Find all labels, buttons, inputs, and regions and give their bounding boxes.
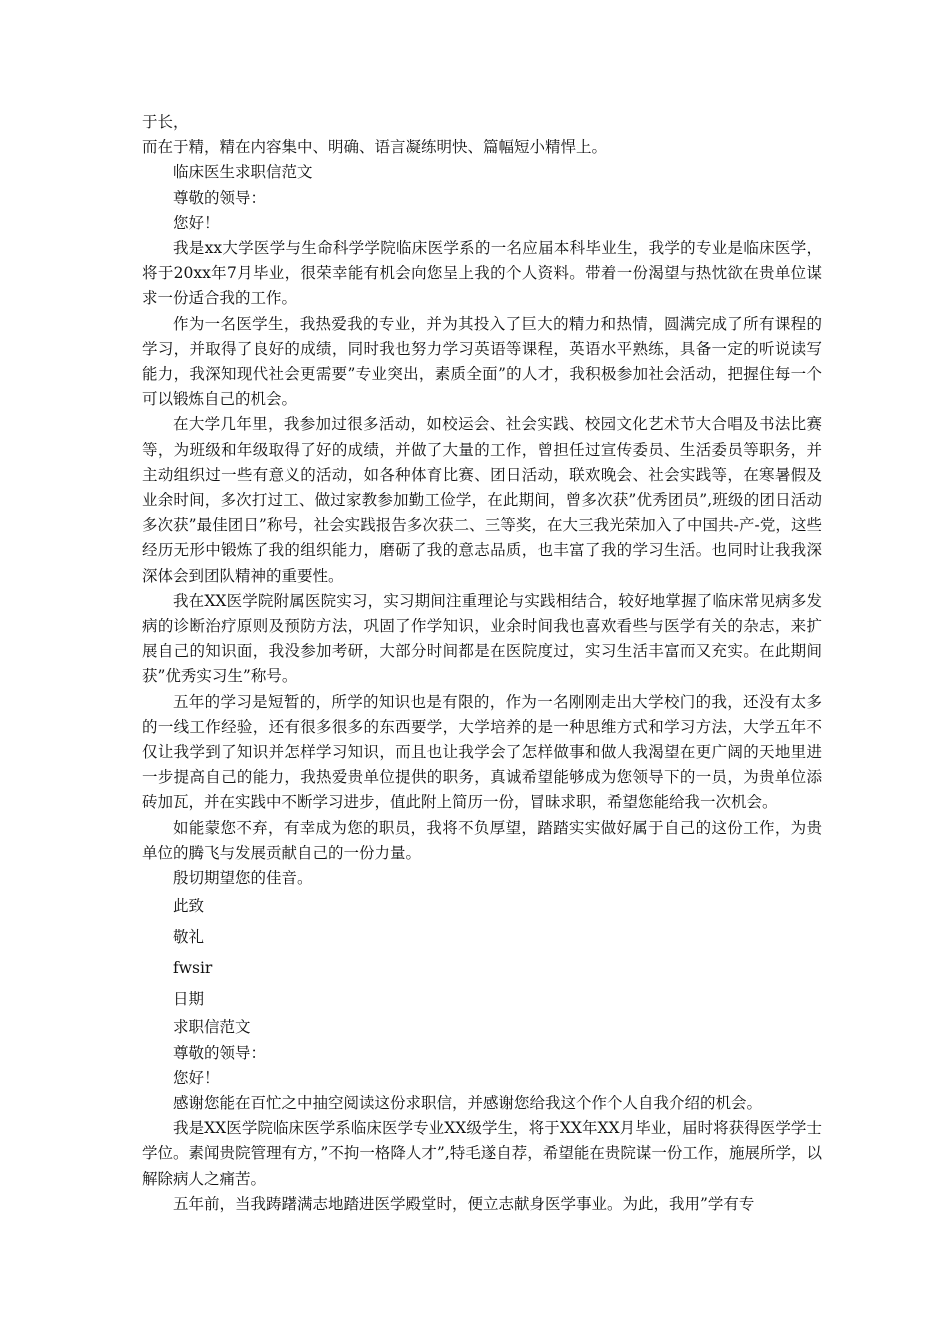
body-paragraph: 作为一名医学生，我热爱我的专业，并为其投入了巨大的精力和热情，圆满完成了所有课程的学习，并取得了良好的成绩，同时我也努力学习英语等课程，英语水平熟练，具备一定的听说读写能力，我深知现代社会更需要”专业突出，素质全面”的人才，我积极参加社会活动，把握住每一个可以锻炼自己的机会。 (142, 314, 822, 409)
salutation: 尊敬的领导： (173, 188, 267, 207)
body-paragraph: 五年的学习是短暂的，所学的知识也是有限的，作为一名刚刚走出大学校门的我，还没有太多的一线工作经验，还有很多很多的东西要学，大学培养的是一种思维方式和学习方法，大学五年不仅让我学到了知识并怎样学习知识，而且也让我学会了怎样做事和做人我渴望在更广阔的天地里进一步提高自己的能力，我热爱贵单位提供的职务，真诚希望能够成为您领导下的一员，为贵单位添砖加瓦，并在实践中不断学习进步，值此附上简历一份，冒昧求职，希望您能给我一次机会。 (142, 692, 822, 812)
date-line: 日期 (173, 990, 205, 1009)
closing-line: 殷切期望您的佳音。 (173, 869, 313, 888)
salutation: 尊敬的领导： (173, 1043, 267, 1062)
letter-title: 求职信范文 (173, 1018, 251, 1037)
body-paragraph: 五年前，当我踌躇满志地踏进医学殿堂时，便立志献身医学事业。为此，我用”学有专 (173, 1194, 755, 1213)
signature: fwsir (173, 959, 213, 978)
body-paragraph: 如能蒙您不弃，有幸成为您的职员，我将不负厚望，踏踏实实做好属于自己的这份工作，为贵单位的腾飞与发展贡献自己的一份力量。 (142, 818, 822, 862)
body-paragraph: 在大学几年里，我参加过很多活动，如校运会、社会实践、校园文化艺术节大合唱及书法比赛等，为班级和年级取得了好的成绩，并做了大量的工作，曾担任过宣传委员、生活委员等职务，并主动组织过一些有意义的活动，如各种体育比赛、团日活动，联欢晚会、社会实践等，在寒暑假及业余时间，多次打过工、做过家教参加勤工俭学，在此期间，曾多次获”优秀团员”,班级的团日活动多次获”最佳团日”称号，社会实践报告多次获二、三等奖，在大三我光荣加入了中国共-产-党，这些经历无形中锻炼了我的组织能力，磨砺了我的意志品质，也丰富了我的学习生活。也同时让我我深深体会到团队精神的重要性。 (142, 415, 822, 585)
body-paragraph: 我是xx大学医学与生命科学学院临床医学系的一名应届本科毕业生，我学的专业是临床医学，将于20xx年7月毕业，很荣幸能有机会向您呈上我的个人资料。带着一份渴望与热忱欲在贵单位谋求一份适合我的工作。 (142, 239, 822, 308)
closing-phrase: 此致 (173, 897, 205, 916)
intro-line: 感谢您能在百忙之中抽空阅读这份求职信，并感谢您给我这个作个人自我介绍的机会。 (173, 1093, 763, 1112)
greeting: 您好！ (173, 1068, 220, 1087)
document-body (142, 110, 822, 1217)
text-line: 于长， (142, 113, 189, 131)
letter-title: 临床医生求职信范文 (173, 163, 313, 182)
greeting: 您好！ (173, 213, 220, 232)
body-paragraph: 我是XX医学院临床医学系临床医学专业XX级学生，将于XX年XX月毕业，届时将获得医学学士学位。素闻贵院管理有方，”不拘一格降人才”,特毛遂自荐，希望能在贵院谋一份工作，施展所学，以解除病人之痛苦。 (142, 1119, 822, 1188)
regards: 敬礼 (173, 928, 205, 947)
body-paragraph: 我在XX医学院附属医院实习，实习期间注重理论与实践相结合，较好地掌握了临床常见病多发病的诊断治疗原则及预防方法，巩固了作学知识，业余时间我也喜欢看些与医学有关的杂志，来扩展自己的知识面，我没参加考研，大部分时间都是在医院度过，实习生活丰富而又充实。在此期间获”优秀实习生”称号。 (142, 591, 822, 686)
text-line: 而在于精，精在内容集中、明确、语言凝练明快、篇幅短小精悍上。 (142, 138, 608, 157)
